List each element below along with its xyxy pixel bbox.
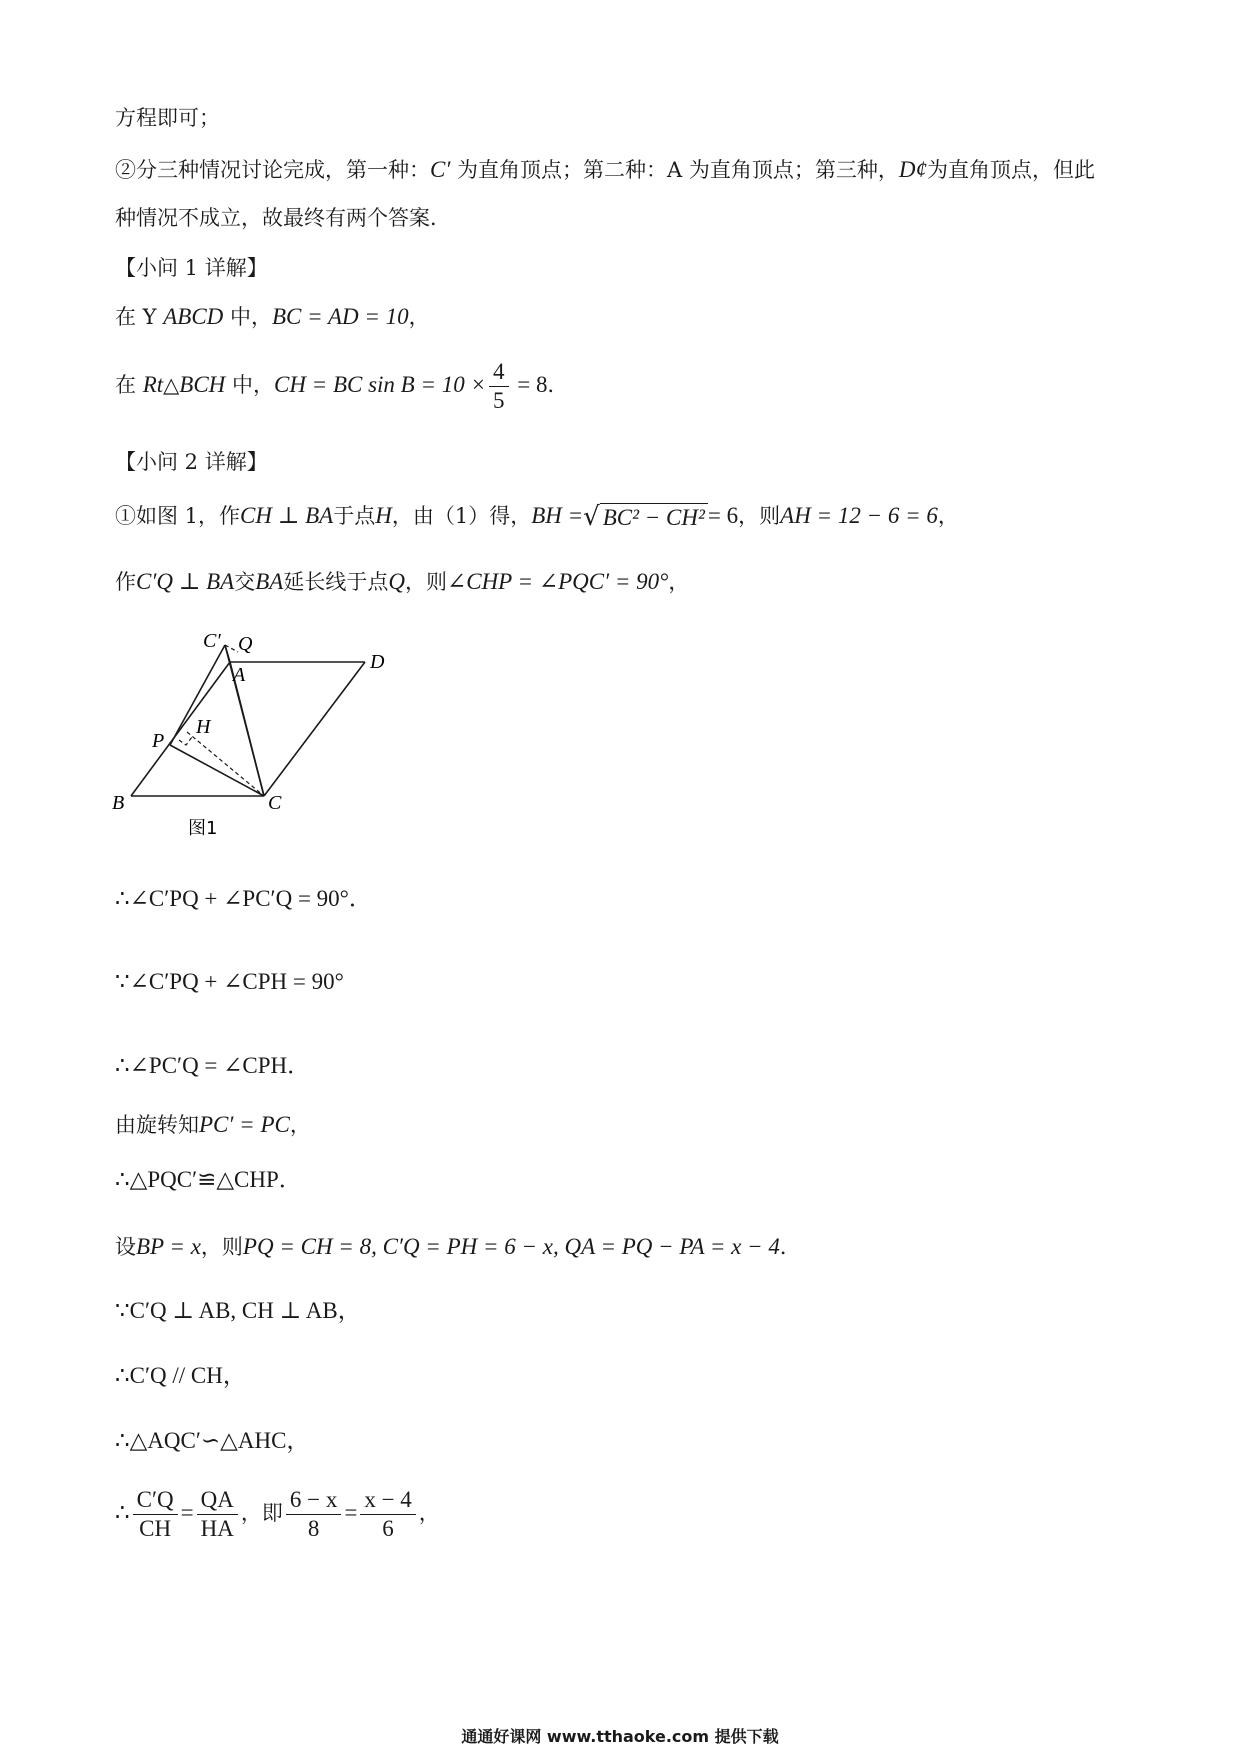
fraction-QA-HA: $\frac{QA}{HA}$ bbox=[197, 1488, 238, 1541]
text-line-13: 设BP = x，则PQ = CH = 8, C′Q = PH = 6 − x, QA = PQ − PA = x − 4． bbox=[115, 1234, 801, 1259]
fraction-xminus4-6: $\frac{x - 4}{6}$ bbox=[360, 1488, 415, 1541]
text-line-17: ∴ $\frac{C'Q}{CH}$ = $\frac{QA}{HA}$ ，即 $\frac{6 - x}{8}$ = $\frac{x - 4}{6}$ ， bbox=[115, 1487, 440, 1542]
text-line-12: ∴△PQC′≌△CHP． bbox=[115, 1167, 302, 1192]
label-Cprime: C′ bbox=[203, 630, 221, 652]
text-line-6: ①如图 1，作CH ⊥ BA于点H，由（1）得，BH =√ BC² − CH² = 6，则AH = 12 − 6 = 6， bbox=[115, 502, 959, 532]
geometry-figure-1 bbox=[105, 620, 405, 845]
text-line-5: 在 Rt△BCH 中，CH = BC sin B = 10 × $\frac{4}{5}$ = 8． bbox=[115, 359, 569, 414]
text-line-14: ∵C′Q ⊥ AB, CH ⊥ AB， bbox=[115, 1298, 361, 1323]
segment-PC bbox=[170, 745, 264, 796]
segment-BA bbox=[131, 662, 230, 796]
text-line-9: ∵∠C′PQ + ∠CPH = 90° bbox=[115, 969, 344, 994]
text-line-10: ∴∠PC′Q = ∠CPH． bbox=[115, 1053, 311, 1078]
right-angle-mark-H bbox=[179, 737, 192, 745]
text-line-7: 作C′Q ⊥ BA交BA延长线于点Q，则∠CHP = ∠PQC′ = 90°， bbox=[115, 569, 690, 594]
text-line-3: 种情况不成立，故最终有两个答案． bbox=[115, 206, 451, 230]
sqrt-expression: √ BC² − CH² bbox=[583, 502, 708, 533]
text-line-2: ②分三种情况讨论完成，第一种：C′ 为直角顶点；第二种：A 为直角顶点；第三种，D¢为直角顶点，但此 bbox=[115, 157, 1096, 182]
label-B: B bbox=[112, 792, 125, 814]
text-line-4: 在 Y ABCD 中，BC = AD = 10， bbox=[115, 304, 430, 329]
segment-CH-dashed bbox=[187, 732, 264, 796]
text-line-8: ∴∠C′PQ + ∠PC′Q = 90°． bbox=[115, 886, 372, 911]
segment-AQ-extension bbox=[225, 645, 230, 662]
section-heading-1: 【小问 1 详解】 bbox=[115, 256, 268, 280]
text-line-16: ∴△AQC′∽△AHC， bbox=[115, 1428, 310, 1453]
label-H: H bbox=[196, 716, 211, 738]
fraction-4-5: $\frac{4}{5}$ bbox=[489, 360, 509, 413]
label-P: P bbox=[152, 730, 165, 752]
label-A: A bbox=[233, 664, 246, 686]
label-D: D bbox=[370, 651, 385, 673]
text-line-1: 方程即可； bbox=[115, 106, 220, 130]
label-C: C bbox=[268, 792, 282, 814]
segment-CD bbox=[264, 662, 365, 796]
figure-caption: 图1 bbox=[188, 818, 218, 839]
fraction-6minusx-8: $\frac{6 - x}{8}$ bbox=[286, 1488, 341, 1541]
fraction-CprimeQ-CH: $\frac{C'Q}{CH}$ bbox=[133, 1488, 178, 1541]
text-line-11: 由旋转知PC′ = PC， bbox=[115, 1112, 311, 1137]
section-heading-2: 【小问 2 详解】 bbox=[115, 450, 268, 474]
text-line-15: ∴C′Q // CH， bbox=[115, 1363, 246, 1388]
page-footer: 通通好课网 www.tthaoke.com 提供下载 bbox=[461, 1727, 779, 1746]
label-Q: Q bbox=[238, 633, 253, 655]
